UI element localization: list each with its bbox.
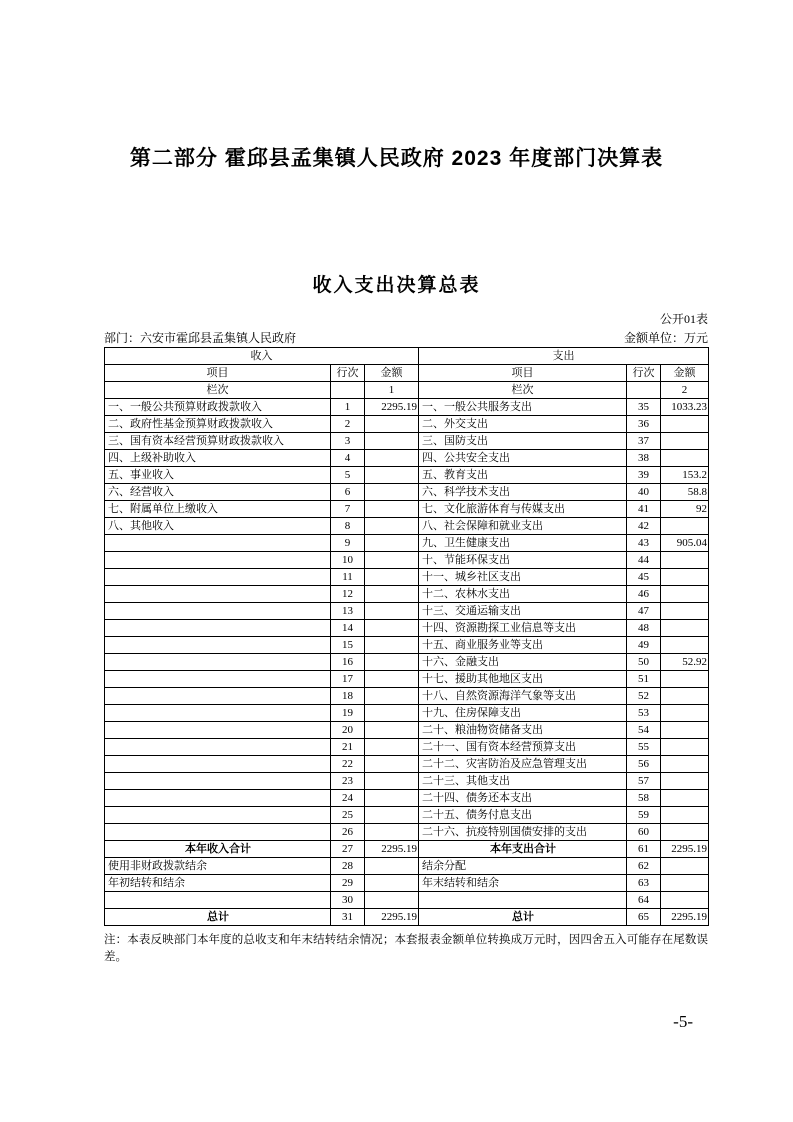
income-line-no: 20 (331, 722, 365, 739)
table-column-index-row (105, 382, 709, 399)
income-item (105, 603, 331, 620)
expense-amount (661, 892, 709, 909)
expense-item: 二、外交支出 (419, 416, 627, 433)
income-item (105, 620, 331, 637)
table-row (105, 858, 709, 875)
income-line-no: 10 (331, 552, 365, 569)
income-item: 一、一般公共预算财政拨款收入 (105, 399, 331, 416)
expense-item: 五、教育支出 (419, 467, 627, 484)
income-amount (365, 535, 419, 552)
income-amount: 2295.19 (365, 909, 419, 926)
expense-line-no: 57 (627, 773, 661, 790)
expense-amount (661, 518, 709, 535)
income-line-no: 8 (331, 518, 365, 535)
expense-amount: 153.2 (661, 467, 709, 484)
income-line-no: 7 (331, 501, 365, 518)
income-amount (365, 450, 419, 467)
table-row (105, 450, 709, 467)
table-row (105, 688, 709, 705)
expense-amount: 52.92 (661, 654, 709, 671)
expense-item: 三、国防支出 (419, 433, 627, 450)
income-amount (365, 892, 419, 909)
income-amount (365, 790, 419, 807)
income-amount (365, 688, 419, 705)
table-row (105, 705, 709, 722)
expense-item: 总计 (419, 909, 627, 926)
income-line-no: 14 (331, 620, 365, 637)
table-row (105, 671, 709, 688)
expense-item: 六、科学技术支出 (419, 484, 627, 501)
income-line-header: 行次 (331, 365, 365, 382)
income-amount (365, 569, 419, 586)
table-row (105, 841, 709, 858)
expense-amount (661, 450, 709, 467)
income-column-index-empty (331, 382, 365, 399)
department-label: 部门：六安市霍邱县孟集镇人民政府 (104, 331, 297, 345)
expense-item: 十六、金融支出 (419, 654, 627, 671)
income-item: 六、经营收入 (105, 484, 331, 501)
expense-item: 十七、援助其他地区支出 (419, 671, 627, 688)
income-line-no: 30 (331, 892, 365, 909)
income-line-no: 19 (331, 705, 365, 722)
income-line-no: 21 (331, 739, 365, 756)
expense-item: 十二、农林水支出 (419, 586, 627, 603)
income-line-no: 29 (331, 875, 365, 892)
income-amount (365, 603, 419, 620)
table-row (105, 739, 709, 756)
expense-line-no: 37 (627, 433, 661, 450)
part-title: 第二部分 霍邱县孟集镇人民政府 2023 年度部门决算表 (129, 147, 664, 170)
table-row (105, 756, 709, 773)
income-item: 二、政府性基金预算财政拨款收入 (105, 416, 331, 433)
expense-item: 十九、住房保障支出 (419, 705, 627, 722)
expense-amount: 905.04 (661, 535, 709, 552)
income-amount (365, 739, 419, 756)
income-column-index-label: 栏次 (105, 382, 331, 399)
income-item: 年初结转和结余 (105, 875, 331, 892)
income-amount (365, 722, 419, 739)
expense-line-no: 58 (627, 790, 661, 807)
table-row (105, 484, 709, 501)
income-item: 本年收入合计 (105, 841, 331, 858)
expense-amount (661, 637, 709, 654)
expense-amount: 1033.23 (661, 399, 709, 416)
income-amount (365, 654, 419, 671)
expense-amount: 58.8 (661, 484, 709, 501)
expense-amount (661, 586, 709, 603)
expense-amount: 2295.19 (661, 841, 709, 858)
expense-column-index-label: 栏次 (419, 382, 627, 399)
expense-amount: 2295.19 (661, 909, 709, 926)
expense-item: 本年支出合计 (419, 841, 627, 858)
table-meta-row (104, 329, 708, 346)
table-row (105, 518, 709, 535)
income-line-no: 26 (331, 824, 365, 841)
expense-line-no: 35 (627, 399, 661, 416)
table-row (105, 909, 709, 926)
income-amount (365, 756, 419, 773)
page-number: -5- (673, 1012, 693, 1031)
income-line-no: 16 (331, 654, 365, 671)
income-item: 总计 (105, 909, 331, 926)
table-note: 注：本表反映部门本年度的总收支和年末结转结余情况；本套报表金额单位转换成万元时，因四舍五入可能存在尾数误差。 (104, 934, 708, 964)
income-item (105, 705, 331, 722)
expense-amount (661, 688, 709, 705)
income-item (105, 773, 331, 790)
expense-amount (661, 620, 709, 637)
income-item (105, 586, 331, 603)
income-amount (365, 773, 419, 790)
expense-amount (661, 807, 709, 824)
expense-line-no: 54 (627, 722, 661, 739)
table-title: 收入支出决算总表 (312, 275, 481, 296)
expense-item: 结余分配 (419, 858, 627, 875)
expense-amount (661, 875, 709, 892)
income-amount-header: 金额 (365, 365, 419, 382)
income-amount (365, 705, 419, 722)
expense-line-no: 64 (627, 892, 661, 909)
expense-item: 十一、城乡社区支出 (419, 569, 627, 586)
income-line-no: 31 (331, 909, 365, 926)
income-line-no: 28 (331, 858, 365, 875)
expense-amount (661, 603, 709, 620)
expense-item: 十、节能环保支出 (419, 552, 627, 569)
expense-line-no: 41 (627, 501, 661, 518)
income-item (105, 807, 331, 824)
table-row (105, 722, 709, 739)
expense-amount (661, 790, 709, 807)
expense-amount (661, 756, 709, 773)
expense-section-header: 支出 (419, 348, 709, 365)
table-row (105, 637, 709, 654)
expense-line-header: 行次 (627, 365, 661, 382)
income-item: 四、上级补助收入 (105, 450, 331, 467)
income-column-index-number: 1 (365, 382, 419, 399)
expense-item: 一、一般公共服务支出 (419, 399, 627, 416)
expense-amount (661, 569, 709, 586)
expense-line-no: 44 (627, 552, 661, 569)
expense-line-no: 56 (627, 756, 661, 773)
expense-item: 十四、资源勘探工业信息等支出 (419, 620, 627, 637)
table-row (105, 586, 709, 603)
income-item-header: 项目 (105, 365, 331, 382)
expense-amount (661, 722, 709, 739)
income-item (105, 756, 331, 773)
table-row (105, 790, 709, 807)
expense-line-no: 60 (627, 824, 661, 841)
expense-line-no: 52 (627, 688, 661, 705)
income-item: 五、事业收入 (105, 467, 331, 484)
expense-amount (661, 705, 709, 722)
income-amount (365, 586, 419, 603)
expense-line-no: 46 (627, 586, 661, 603)
income-item: 八、其他收入 (105, 518, 331, 535)
income-item (105, 739, 331, 756)
expense-item: 二十、粮油物资储备支出 (419, 722, 627, 739)
expense-amount: 92 (661, 501, 709, 518)
table-row (105, 535, 709, 552)
table-column-header-row (105, 365, 709, 382)
expense-item: 四、公共安全支出 (419, 450, 627, 467)
income-item (105, 637, 331, 654)
income-line-no: 6 (331, 484, 365, 501)
table-row (105, 433, 709, 450)
expense-line-no: 43 (627, 535, 661, 552)
expense-item (419, 892, 627, 909)
income-line-no: 18 (331, 688, 365, 705)
income-amount (365, 637, 419, 654)
table-row (105, 467, 709, 484)
expense-line-no: 59 (627, 807, 661, 824)
income-amount: 2295.19 (365, 841, 419, 858)
table-row (105, 603, 709, 620)
expense-line-no: 36 (627, 416, 661, 433)
income-line-no: 22 (331, 756, 365, 773)
income-amount (365, 858, 419, 875)
expense-line-no: 51 (627, 671, 661, 688)
income-item (105, 654, 331, 671)
income-amount (365, 552, 419, 569)
expense-line-no: 45 (627, 569, 661, 586)
income-line-no: 25 (331, 807, 365, 824)
table-row (105, 654, 709, 671)
income-line-no: 4 (331, 450, 365, 467)
income-amount (365, 807, 419, 824)
income-amount (365, 467, 419, 484)
table-section-header-row (105, 348, 709, 365)
expense-line-no: 65 (627, 909, 661, 926)
income-line-no: 23 (331, 773, 365, 790)
expense-line-no: 62 (627, 858, 661, 875)
expense-item: 九、卫生健康支出 (419, 535, 627, 552)
income-item (105, 671, 331, 688)
income-amount (365, 671, 419, 688)
income-item: 三、国有资本经营预算财政拨款收入 (105, 433, 331, 450)
income-line-no: 2 (331, 416, 365, 433)
income-line-no: 11 (331, 569, 365, 586)
table-row (105, 501, 709, 518)
expense-item: 二十四、债务还本支出 (419, 790, 627, 807)
expense-line-no: 61 (627, 841, 661, 858)
expense-amount (661, 858, 709, 875)
expense-item: 八、社会保障和就业支出 (419, 518, 627, 535)
income-item: 使用非财政拨款结余 (105, 858, 331, 875)
expense-item: 二十五、债务付息支出 (419, 807, 627, 824)
expense-amount (661, 552, 709, 569)
income-line-no: 17 (331, 671, 365, 688)
income-amount (365, 518, 419, 535)
table-row (105, 807, 709, 824)
income-amount (365, 433, 419, 450)
table-row (105, 569, 709, 586)
table-row (105, 773, 709, 790)
income-amount (365, 416, 419, 433)
expense-item: 二十三、其他支出 (419, 773, 627, 790)
expense-amount (661, 416, 709, 433)
income-item (105, 722, 331, 739)
expense-item: 年末结转和结余 (419, 875, 627, 892)
table-block (104, 310, 708, 967)
income-item (105, 535, 331, 552)
income-item (105, 790, 331, 807)
income-item (105, 892, 331, 909)
income-line-no: 5 (331, 467, 365, 484)
expense-item: 七、文化旅游体育与传媒支出 (419, 501, 627, 518)
expense-amount-header: 金额 (661, 365, 709, 382)
income-line-no: 24 (331, 790, 365, 807)
expense-item: 十八、自然资源海洋气象等支出 (419, 688, 627, 705)
income-amount (365, 875, 419, 892)
expense-item: 二十六、抗疫特别国债安排的支出 (419, 824, 627, 841)
table-code-label: 公开01表 (659, 312, 708, 326)
table-row (105, 620, 709, 637)
expense-amount (661, 773, 709, 790)
income-item: 七、附属单位上缴收入 (105, 501, 331, 518)
table-row (105, 824, 709, 841)
unit-label: 金额单位：万元 (623, 331, 708, 345)
expense-line-no: 40 (627, 484, 661, 501)
expense-amount (661, 433, 709, 450)
income-line-no: 13 (331, 603, 365, 620)
expense-column-index-empty (627, 382, 661, 399)
income-line-no: 12 (331, 586, 365, 603)
income-item (105, 552, 331, 569)
table-row (105, 892, 709, 909)
income-amount (365, 620, 419, 637)
income-line-no: 3 (331, 433, 365, 450)
income-item (105, 688, 331, 705)
expense-item: 二十一、国有资本经营预算支出 (419, 739, 627, 756)
income-line-no: 27 (331, 841, 365, 858)
expense-line-no: 47 (627, 603, 661, 620)
expense-line-no: 39 (627, 467, 661, 484)
income-section-header: 收入 (105, 348, 419, 365)
income-amount: 2295.19 (365, 399, 419, 416)
table-row (105, 552, 709, 569)
expense-line-no: 53 (627, 705, 661, 722)
expense-amount (661, 671, 709, 688)
income-line-no: 1 (331, 399, 365, 416)
expense-amount (661, 824, 709, 841)
expense-line-no: 48 (627, 620, 661, 637)
expense-item: 十五、商业服务业等支出 (419, 637, 627, 654)
expense-item-header: 项目 (419, 365, 627, 382)
table-row (105, 399, 709, 416)
income-line-no: 15 (331, 637, 365, 654)
expense-line-no: 49 (627, 637, 661, 654)
income-expense-table (104, 347, 709, 926)
income-amount (365, 824, 419, 841)
income-line-no: 9 (331, 535, 365, 552)
income-amount (365, 484, 419, 501)
expense-line-no: 63 (627, 875, 661, 892)
income-item (105, 569, 331, 586)
expense-item: 十三、交通运输支出 (419, 603, 627, 620)
income-amount (365, 501, 419, 518)
table-row (105, 416, 709, 433)
expense-column-index-number: 2 (661, 382, 709, 399)
expense-line-no: 38 (627, 450, 661, 467)
income-item (105, 824, 331, 841)
expense-line-no: 55 (627, 739, 661, 756)
expense-item: 二十二、灾害防治及应急管理支出 (419, 756, 627, 773)
expense-line-no: 50 (627, 654, 661, 671)
expense-line-no: 42 (627, 518, 661, 535)
expense-amount (661, 739, 709, 756)
table-row (105, 875, 709, 892)
